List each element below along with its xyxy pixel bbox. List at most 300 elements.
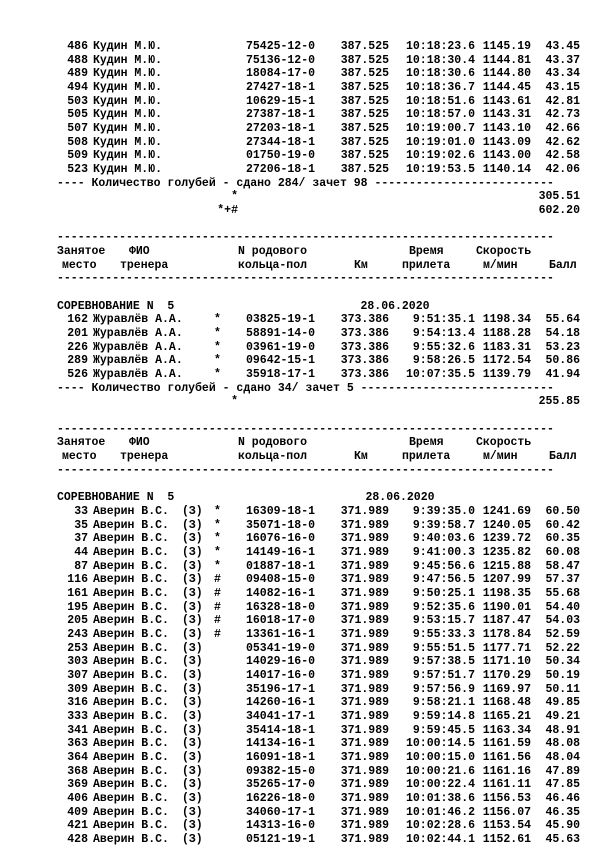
header-ring: N родового bbox=[238, 245, 308, 259]
place-cell: 303 bbox=[67, 655, 88, 669]
place-cell: 503 bbox=[67, 94, 88, 108]
team-cell: (З) bbox=[182, 682, 203, 696]
team-cell: (З) bbox=[182, 805, 203, 819]
ring-cell: 35071-18-0 bbox=[246, 518, 316, 532]
name-cell: Аверин В.С. bbox=[93, 532, 169, 546]
name-cell: Аверин В.С. bbox=[93, 559, 169, 573]
time-cell: 10:07:35.5 bbox=[405, 368, 475, 382]
km-cell: 371.989 bbox=[340, 750, 389, 764]
place-cell: 87 bbox=[74, 559, 88, 573]
time-cell: 10:19:00.7 bbox=[405, 122, 475, 136]
total-value: 602.20 bbox=[538, 204, 580, 218]
km-cell: 387.525 bbox=[340, 149, 389, 163]
table-row bbox=[0, 751, 600, 765]
km-cell: 371.989 bbox=[340, 764, 389, 778]
header-place: место bbox=[62, 258, 97, 272]
speed-cell: 1241.69 bbox=[482, 504, 531, 518]
team-cell: (З) bbox=[182, 819, 203, 833]
place-cell: 509 bbox=[67, 149, 88, 163]
summary: ---- Количество голубей - сдано 284/ зачет 98 -------------------------- bbox=[57, 176, 554, 190]
place-cell: 428 bbox=[67, 832, 88, 846]
table-row bbox=[0, 669, 600, 683]
ring-cell: 14082-16-1 bbox=[246, 586, 316, 600]
time-cell: 10:01:38.6 bbox=[405, 791, 475, 805]
km-cell: 371.989 bbox=[340, 586, 389, 600]
km-cell: 371.989 bbox=[340, 518, 389, 532]
team-cell: (З) bbox=[182, 573, 203, 587]
mark-cell: * bbox=[214, 354, 221, 368]
speed-cell: 1143.10 bbox=[482, 122, 531, 136]
ring-cell: 16328-18-0 bbox=[246, 600, 316, 614]
ring-cell: 34060-17-1 bbox=[246, 805, 316, 819]
table-row bbox=[0, 532, 600, 546]
score-cell: 46.46 bbox=[545, 791, 580, 805]
mark-cell: * bbox=[214, 545, 221, 559]
time-cell: 10:00:21.6 bbox=[405, 764, 475, 778]
score-cell: 50.11 bbox=[545, 682, 580, 696]
ring-cell: 14134-16-1 bbox=[246, 737, 316, 751]
ring-cell: 16018-17-0 bbox=[246, 614, 316, 628]
name-cell: Кудин М.Ю. bbox=[93, 67, 163, 81]
team-cell: (З) bbox=[182, 791, 203, 805]
mark-cell: # bbox=[214, 586, 221, 600]
ring-cell: 35265-17-0 bbox=[246, 778, 316, 792]
time-cell: 10:02:28.6 bbox=[405, 819, 475, 833]
ring-cell: 01750-19-0 bbox=[246, 149, 316, 163]
team-cell: (З) bbox=[182, 586, 203, 600]
name-cell: Аверин В.С. bbox=[93, 791, 169, 805]
header-speed: Скорость bbox=[476, 436, 532, 450]
total-line bbox=[0, 190, 600, 204]
place-cell: 409 bbox=[67, 805, 88, 819]
place-cell: 195 bbox=[67, 600, 88, 614]
km-cell: 371.989 bbox=[340, 791, 389, 805]
speed-cell: 1169.97 bbox=[482, 682, 531, 696]
time-cell: 9:39:35.0 bbox=[412, 504, 475, 518]
km-cell: 387.525 bbox=[340, 40, 389, 53]
score-cell: 49.21 bbox=[545, 709, 580, 723]
header-place: место bbox=[62, 450, 97, 464]
km-cell: 387.525 bbox=[340, 135, 389, 149]
divider-line bbox=[0, 423, 600, 437]
time-cell: 9:55:33.3 bbox=[412, 627, 475, 641]
place-cell: 205 bbox=[67, 614, 88, 628]
team-cell: (З) bbox=[182, 600, 203, 614]
table-row bbox=[0, 833, 600, 847]
header-place: Занятое bbox=[57, 245, 106, 259]
place-cell: 309 bbox=[67, 682, 88, 696]
table-row bbox=[0, 778, 600, 792]
km-cell: 371.989 bbox=[340, 559, 389, 573]
place-cell: 489 bbox=[67, 67, 88, 81]
time-cell: 9:52:35.6 bbox=[412, 600, 475, 614]
divider-line bbox=[0, 231, 600, 245]
km-cell: 373.386 bbox=[340, 354, 389, 368]
mark-cell: * bbox=[214, 313, 221, 327]
speed-cell: 1188.28 bbox=[482, 327, 531, 341]
speed-cell: 1190.01 bbox=[482, 600, 531, 614]
summary-line bbox=[0, 177, 600, 191]
km-cell: 371.989 bbox=[340, 504, 389, 518]
km-cell: 371.989 bbox=[340, 600, 389, 614]
time-cell: 9:45:56.6 bbox=[412, 559, 475, 573]
speed-cell: 1139.79 bbox=[482, 368, 531, 382]
table-row bbox=[0, 354, 600, 368]
table-header-row2 bbox=[0, 450, 600, 464]
km-cell: 387.525 bbox=[340, 81, 389, 95]
header-score: Балл bbox=[549, 450, 577, 464]
competition-title bbox=[0, 491, 600, 505]
place-cell: 253 bbox=[67, 641, 88, 655]
score-cell: 54.40 bbox=[545, 600, 580, 614]
team-cell: (З) bbox=[182, 750, 203, 764]
ring-cell: 01887-18-1 bbox=[246, 559, 316, 573]
score-cell: 55.64 bbox=[545, 313, 580, 327]
header-score: Балл bbox=[549, 258, 577, 272]
time-cell: 9:57:38.5 bbox=[412, 655, 475, 669]
divider: ------------------------------------------------------------------------ bbox=[57, 231, 554, 245]
ring-cell: 16076-16-0 bbox=[246, 532, 316, 546]
name-cell: Аверин В.С. bbox=[93, 614, 169, 628]
ring-cell: 05121-19-1 bbox=[246, 832, 316, 846]
km-cell: 371.989 bbox=[340, 682, 389, 696]
km-cell: 371.989 bbox=[340, 532, 389, 546]
km-cell: 371.989 bbox=[340, 573, 389, 587]
name-cell: Кудин М.Ю. bbox=[93, 81, 163, 95]
score-cell: 46.35 bbox=[545, 805, 580, 819]
table-row bbox=[0, 601, 600, 615]
speed-cell: 1215.88 bbox=[482, 559, 531, 573]
score-cell: 48.08 bbox=[545, 737, 580, 751]
name-cell: Кудин М.Ю. bbox=[93, 108, 163, 122]
table-row bbox=[0, 519, 600, 533]
table-row bbox=[0, 67, 600, 81]
km-cell: 387.525 bbox=[340, 122, 389, 136]
time-cell: 10:18:36.7 bbox=[405, 81, 475, 95]
place-cell: 162 bbox=[67, 313, 88, 327]
name-cell: Аверин В.С. bbox=[93, 518, 169, 532]
score-cell: 49.85 bbox=[545, 696, 580, 710]
mark-cell: * bbox=[214, 368, 221, 382]
score-cell: 42.81 bbox=[545, 94, 580, 108]
mark-cell: * bbox=[214, 327, 221, 341]
speed-cell: 1198.35 bbox=[482, 586, 531, 600]
score-cell: 43.37 bbox=[545, 53, 580, 67]
time-cell: 10:18:23.6 bbox=[405, 40, 475, 53]
name-cell: Аверин В.С. bbox=[93, 545, 169, 559]
time-cell: 10:19:53.5 bbox=[405, 163, 475, 177]
header-time: прилета bbox=[402, 450, 451, 464]
table-row bbox=[0, 573, 600, 587]
speed-cell: 1143.00 bbox=[482, 149, 531, 163]
name-cell: Кудин М.Ю. bbox=[93, 149, 163, 163]
total-mark: * bbox=[231, 190, 238, 204]
score-cell: 41.94 bbox=[545, 368, 580, 382]
ring-cell: 16091-18-1 bbox=[246, 750, 316, 764]
table-row bbox=[0, 710, 600, 724]
mark-cell: # bbox=[214, 573, 221, 587]
speed-cell: 1161.16 bbox=[482, 764, 531, 778]
total-line bbox=[0, 395, 600, 409]
team-cell: (З) bbox=[182, 778, 203, 792]
divider-line bbox=[0, 464, 600, 478]
time-cell: 9:55:51.5 bbox=[412, 641, 475, 655]
mark-cell: # bbox=[214, 614, 221, 628]
team-cell: (З) bbox=[182, 545, 203, 559]
team-cell: (З) bbox=[182, 655, 203, 669]
ring-cell: 27427-18-1 bbox=[246, 81, 316, 95]
place-cell: 523 bbox=[67, 163, 88, 177]
km-cell: 373.386 bbox=[340, 368, 389, 382]
speed-cell: 1143.09 bbox=[482, 135, 531, 149]
header-place: Занятое bbox=[57, 436, 106, 450]
km-cell: 371.989 bbox=[340, 819, 389, 833]
table-row bbox=[0, 505, 600, 519]
place-cell: 44 bbox=[74, 545, 88, 559]
table-header-row1 bbox=[0, 245, 600, 259]
time-cell: 10:02:44.1 bbox=[405, 832, 475, 846]
km-cell: 373.386 bbox=[340, 340, 389, 354]
time-cell: 9:47:56.5 bbox=[412, 573, 475, 587]
mark-cell: # bbox=[214, 627, 221, 641]
place-cell: 341 bbox=[67, 723, 88, 737]
ring-cell: 35414-18-1 bbox=[246, 723, 316, 737]
time-cell: 10:18:30.6 bbox=[405, 67, 475, 81]
time-cell: 10:00:15.0 bbox=[405, 750, 475, 764]
table-row bbox=[0, 655, 600, 669]
score-cell: 50.34 bbox=[545, 655, 580, 669]
km-cell: 387.525 bbox=[340, 94, 389, 108]
time-cell: 10:00:14.5 bbox=[405, 737, 475, 751]
score-cell: 60.08 bbox=[545, 545, 580, 559]
score-cell: 42.06 bbox=[545, 163, 580, 177]
table-row bbox=[0, 122, 600, 136]
name-cell: Журавлёв А.А. bbox=[93, 327, 183, 341]
time-cell: 10:01:46.2 bbox=[405, 805, 475, 819]
table-row bbox=[0, 327, 600, 341]
speed-cell: 1144.45 bbox=[482, 81, 531, 95]
table-header-row2 bbox=[0, 259, 600, 273]
score-cell: 48.04 bbox=[545, 750, 580, 764]
speed-cell: 1207.99 bbox=[482, 573, 531, 587]
name-cell: Аверин В.С. bbox=[93, 696, 169, 710]
ring-cell: 35918-17-1 bbox=[246, 368, 316, 382]
name-cell: Аверин В.С. bbox=[93, 709, 169, 723]
place-cell: 316 bbox=[67, 696, 88, 710]
table-header-row1 bbox=[0, 436, 600, 450]
speed-cell: 1156.53 bbox=[482, 791, 531, 805]
speed-cell: 1165.21 bbox=[482, 709, 531, 723]
team-cell: (З) bbox=[182, 764, 203, 778]
name-cell: Аверин В.С. bbox=[93, 750, 169, 764]
ring-cell: 27387-18-1 bbox=[246, 108, 316, 122]
score-cell: 42.62 bbox=[545, 135, 580, 149]
team-cell: (З) bbox=[182, 668, 203, 682]
name-cell: Журавлёв А.А. bbox=[93, 313, 183, 327]
team-cell: (З) bbox=[182, 559, 203, 573]
divider: ------------------------------------------------------------------------ bbox=[57, 272, 554, 286]
header-km: Км bbox=[354, 258, 368, 272]
table-row bbox=[0, 546, 600, 560]
name-cell: Аверин В.С. bbox=[93, 655, 169, 669]
table-row bbox=[0, 560, 600, 574]
team-cell: (З) bbox=[182, 709, 203, 723]
name-cell: Аверин В.С. bbox=[93, 668, 169, 682]
score-cell: 50.19 bbox=[545, 668, 580, 682]
header-km: Км bbox=[354, 450, 368, 464]
speed-cell: 1152.61 bbox=[482, 832, 531, 846]
speed-cell: 1161.59 bbox=[482, 737, 531, 751]
speed-cell: 1178.84 bbox=[482, 627, 531, 641]
header-speed: Скорость bbox=[476, 245, 532, 259]
place-cell: 494 bbox=[67, 81, 88, 95]
mark-cell: * bbox=[214, 518, 221, 532]
header-speed: м/мин bbox=[483, 258, 518, 272]
time-cell: 9:41:00.3 bbox=[412, 545, 475, 559]
time-cell: 10:18:57.0 bbox=[405, 108, 475, 122]
ring-cell: 14029-16-0 bbox=[246, 655, 316, 669]
team-cell: (З) bbox=[182, 532, 203, 546]
km-cell: 373.386 bbox=[340, 327, 389, 341]
speed-cell: 1143.61 bbox=[482, 94, 531, 108]
score-cell: 43.15 bbox=[545, 81, 580, 95]
ring-cell: 03825-19-1 bbox=[246, 313, 316, 327]
table-row bbox=[0, 724, 600, 738]
score-cell: 53.23 bbox=[545, 340, 580, 354]
time-cell: 9:50:25.1 bbox=[412, 586, 475, 600]
place-cell: 508 bbox=[67, 135, 88, 149]
name-cell: Журавлёв А.А. bbox=[93, 354, 183, 368]
place-cell: 488 bbox=[67, 53, 88, 67]
place-cell: 201 bbox=[67, 327, 88, 341]
speed-cell: 1187.47 bbox=[482, 614, 531, 628]
header-ring: кольца-пол bbox=[238, 258, 308, 272]
header-fio: тренера bbox=[120, 258, 169, 272]
km-cell: 371.989 bbox=[340, 627, 389, 641]
name-cell: Кудин М.Ю. bbox=[93, 163, 163, 177]
place-cell: 507 bbox=[67, 122, 88, 136]
time-cell: 9:59:14.8 bbox=[412, 709, 475, 723]
km-cell: 387.525 bbox=[340, 53, 389, 67]
speed-cell: 1144.81 bbox=[482, 53, 531, 67]
ring-cell: 27203-18-1 bbox=[246, 122, 316, 136]
place-cell: 243 bbox=[67, 627, 88, 641]
mark-cell: * bbox=[214, 504, 221, 518]
score-cell: 60.50 bbox=[545, 504, 580, 518]
table-row bbox=[0, 313, 600, 327]
speed-cell: 1161.56 bbox=[482, 750, 531, 764]
speed-cell: 1170.29 bbox=[482, 668, 531, 682]
score-cell: 45.90 bbox=[545, 819, 580, 833]
ring-cell: 35196-17-1 bbox=[246, 682, 316, 696]
ring-cell: 34041-17-1 bbox=[246, 709, 316, 723]
divider-line bbox=[0, 272, 600, 286]
name-cell: Кудин М.Ю. bbox=[93, 40, 163, 53]
speed-cell: 1235.82 bbox=[482, 545, 531, 559]
km-cell: 373.386 bbox=[340, 313, 389, 327]
name-cell: Аверин В.С. bbox=[93, 586, 169, 600]
name-cell: Кудин М.Ю. bbox=[93, 94, 163, 108]
blank-line bbox=[0, 218, 600, 232]
speed-cell: 1171.10 bbox=[482, 655, 531, 669]
mark-cell: * bbox=[214, 532, 221, 546]
time-cell: 10:19:01.0 bbox=[405, 135, 475, 149]
total-line bbox=[0, 204, 600, 218]
name-cell: Аверин В.С. bbox=[93, 819, 169, 833]
ring-cell: 03961-19-0 bbox=[246, 340, 316, 354]
km-cell: 387.525 bbox=[340, 163, 389, 177]
km-cell: 371.989 bbox=[340, 737, 389, 751]
time-cell: 10:18:30.4 bbox=[405, 53, 475, 67]
team-cell: (З) bbox=[182, 518, 203, 532]
place-cell: 226 bbox=[67, 340, 88, 354]
place-cell: 307 bbox=[67, 668, 88, 682]
blank-line bbox=[0, 286, 600, 300]
time-cell: 9:54:13.4 bbox=[412, 327, 475, 341]
total-value: 305.51 bbox=[538, 190, 580, 204]
summary: ---- Количество голубей - сдано 34/ зачет 5 ---------------------------- bbox=[57, 381, 554, 395]
ring-cell: 05341-19-0 bbox=[246, 641, 316, 655]
ring-cell: 14149-16-1 bbox=[246, 545, 316, 559]
table-row bbox=[0, 806, 600, 820]
table-row bbox=[0, 163, 600, 177]
results-document bbox=[0, 40, 600, 847]
place-cell: 333 bbox=[67, 709, 88, 723]
name-cell: Аверин В.С. bbox=[93, 723, 169, 737]
place-cell: 406 bbox=[67, 791, 88, 805]
score-cell: 43.45 bbox=[545, 40, 580, 53]
header-ring: N родового bbox=[238, 436, 308, 450]
blank-line bbox=[0, 409, 600, 423]
table-row bbox=[0, 136, 600, 150]
team-cell: (З) bbox=[182, 723, 203, 737]
total-value: 255.85 bbox=[538, 395, 580, 409]
place-cell: 368 bbox=[67, 764, 88, 778]
place-cell: 421 bbox=[67, 819, 88, 833]
speed-cell: 1168.48 bbox=[482, 696, 531, 710]
place-cell: 37 bbox=[74, 532, 88, 546]
speed-cell: 1143.31 bbox=[482, 108, 531, 122]
speed-cell: 1183.31 bbox=[482, 340, 531, 354]
mark-cell: * bbox=[214, 559, 221, 573]
table-row bbox=[0, 765, 600, 779]
name-cell: Аверин В.С. bbox=[93, 600, 169, 614]
team-cell: (З) bbox=[182, 627, 203, 641]
place-cell: 161 bbox=[67, 586, 88, 600]
team-cell: (З) bbox=[182, 696, 203, 710]
time-cell: 9:55:32.6 bbox=[412, 340, 475, 354]
place-cell: 289 bbox=[67, 354, 88, 368]
time-cell: 9:58:26.5 bbox=[412, 354, 475, 368]
speed-cell: 1161.11 bbox=[482, 778, 531, 792]
km-cell: 387.525 bbox=[340, 108, 389, 122]
place-cell: 364 bbox=[67, 750, 88, 764]
score-cell: 50.86 bbox=[545, 354, 580, 368]
ring-cell: 09382-15-0 bbox=[246, 764, 316, 778]
speed-cell: 1163.34 bbox=[482, 723, 531, 737]
name-cell: Аверин В.С. bbox=[93, 778, 169, 792]
table-row bbox=[0, 341, 600, 355]
ring-cell: 14260-16-1 bbox=[246, 696, 316, 710]
header-fio: ФИО bbox=[129, 245, 150, 259]
total-mark: *+# bbox=[217, 204, 238, 218]
score-cell: 45.63 bbox=[545, 832, 580, 846]
name-cell: Кудин М.Ю. bbox=[93, 135, 163, 149]
score-cell: 58.47 bbox=[545, 559, 580, 573]
km-cell: 371.989 bbox=[340, 614, 389, 628]
competition-date: 28.06.2020 bbox=[360, 299, 430, 313]
ring-cell: 13361-16-1 bbox=[246, 627, 316, 641]
